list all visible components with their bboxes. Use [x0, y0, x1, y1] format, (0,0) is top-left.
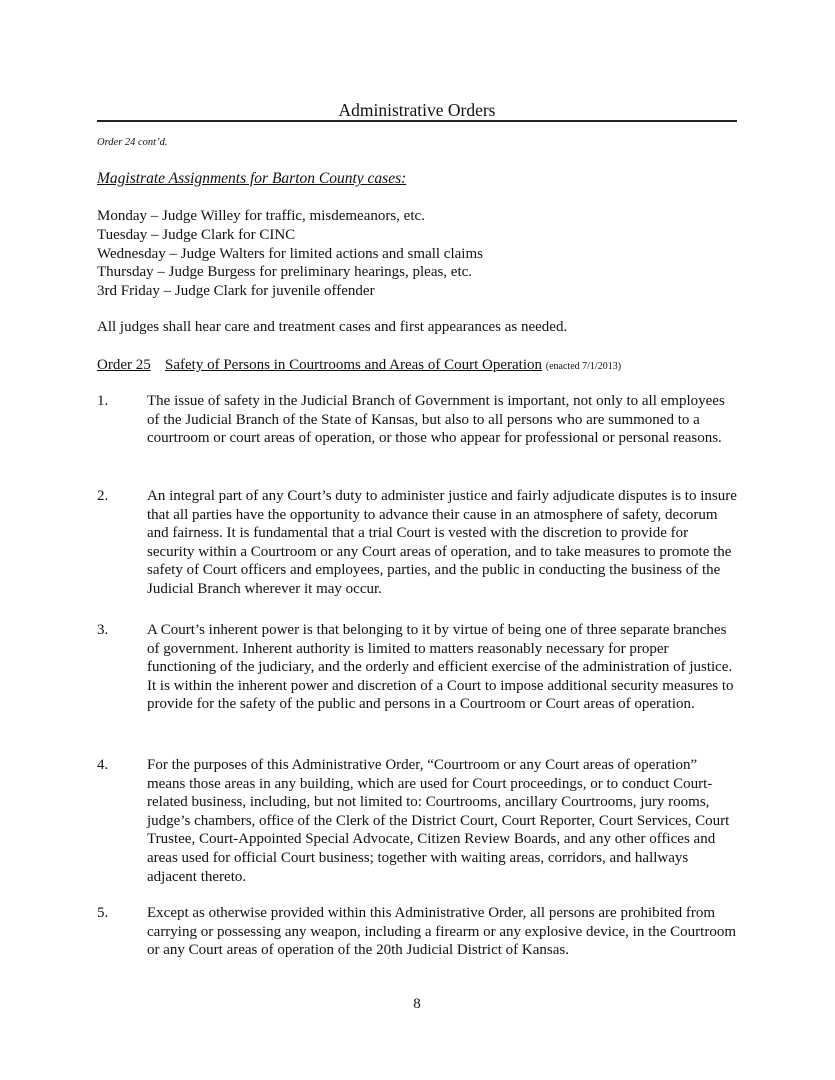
item-text: For the purposes of this Administrative Order, “Courtroom or any Court areas of operation” means those areas in any building, which are used for Court proceedings, or to conduct Court-related business, including, but not limited to: Courtrooms, ancillary Courtrooms, jury rooms, judge’s chambers, office of the Clerk of the District Court, Court Reporter, Court Services, Court Trustee, Court-Appointed Special Advocate, Citizen Review Boards, and any other offices and areas used for official Court business; together with waiting areas, corridors, and hallways adjacent thereto. [147, 757, 730, 885]
order-heading [97, 357, 621, 374]
header-rule [97, 120, 737, 122]
enacted-date: (enacted 7/1/2013) [545, 361, 622, 372]
assignment-item: Monday – Judge Willey for traffic, misdemeanors, etc. [97, 208, 425, 224]
assignment-item: Wednesday – Judge Walters for limited actions and small claims [97, 245, 483, 262]
order-item [97, 904, 737, 960]
assignment-item: Tuesday – Judge Clark for CINC [97, 226, 296, 243]
item-number: 4. [97, 757, 109, 773]
item-text: The issue of safety in the Judicial Branch of Government is important, not only to all employees of the Judicial Branch of the State of Kansas, but also to all persons who are summoned to a courtroom or court areas of operation, or those who appear for professional or personal reasons. [147, 393, 725, 447]
item-text: Except as otherwise provided within this Administrative Order, all persons are prohibited from carrying or possessing any weapon, including a firearm or any explosive device, in the Courtroom or any Court areas of operation of the 20th Judicial District of Kansas. [147, 905, 737, 959]
order-item [97, 621, 737, 714]
all-judges-note: All judges shall hear care and treatment cases and first appearances as needed. [97, 319, 568, 335]
magistrate-heading: Magistrate Assignments for Barton County cases: [97, 170, 407, 187]
assignment-list [97, 207, 483, 301]
page-header-title: Administrative Orders [338, 100, 496, 120]
order-item [97, 392, 737, 448]
page-number: 8 [413, 996, 421, 1012]
item-number: 5. [97, 905, 109, 921]
order-item [97, 756, 737, 886]
item-number: 2. [97, 488, 109, 504]
assignment-item: Thursday – Judge Burgess for preliminary hearings, pleas, etc. [97, 264, 473, 281]
order-title: Safety of Persons in Courtrooms and Areas of Court Operation [165, 357, 543, 373]
item-text: A Court’s inherent power is that belonging to it by virtue of being one of three separate branches of government. Inherent authority is limited to matters reasonably necessary for proper functioning of the judiciary, and the orderly and efficient exercise of the administration of justice. It is within the inherent power and discretion of a Court to impose additional security measures to provide for the safety of the public and persons in a Courtroom or Court areas of operation. [147, 622, 734, 713]
order-number: Order 25 [97, 357, 151, 373]
order-item [97, 487, 737, 599]
item-text: An integral part of any Court’s duty to administer justice and fairly adjudicate disputes is to insure that all parties have the opportunity to advance their cause in an atmosphere of safety, decorum and fairness. It is fundamental that a trial Court is vested with the discretion to provide for security within a Courtroom or any Court areas of operation, and to take measures to promote the safety of Court officers and employees, parties, and the public in conducting the business of the Judicial Branch wherever it may occur. [147, 488, 737, 597]
assignment-item: 3rd Friday – Judge Clark for juvenile offender [97, 283, 375, 300]
item-number: 3. [97, 622, 109, 638]
continuation-note: Order 24 cont’d. [97, 137, 168, 148]
item-number: 1. [97, 393, 109, 409]
